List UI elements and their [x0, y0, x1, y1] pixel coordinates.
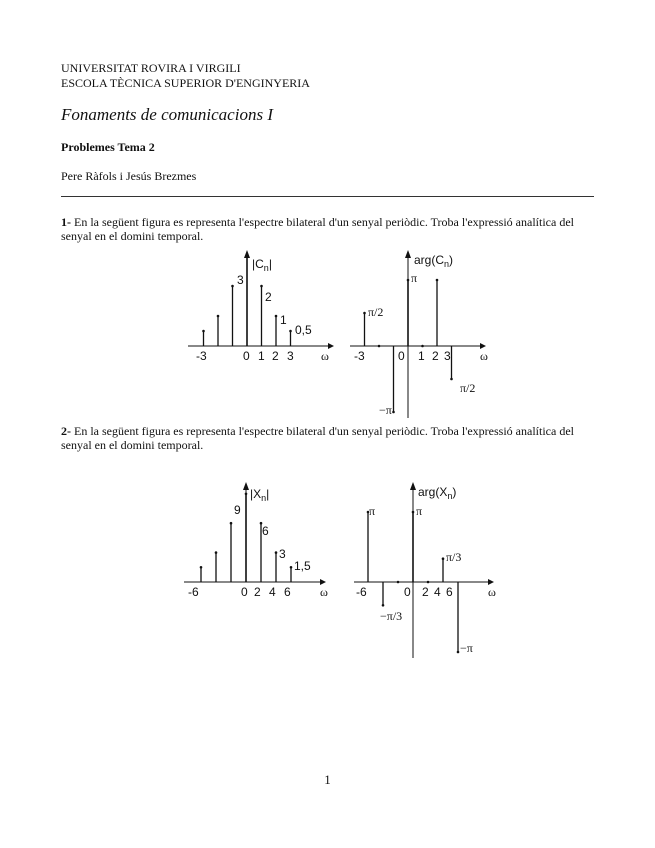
tick-label: 2 — [254, 585, 261, 599]
stem-marker — [217, 315, 220, 318]
tick-label: 0 — [398, 349, 405, 363]
tick-label: 1 — [258, 349, 265, 363]
data-label: π — [369, 504, 376, 518]
problem-text: En la següent figura es representa l'espectre bilateral d'un senyal periòdic. Troba l'expressió analítica del senyal en el domini temporal. — [61, 215, 574, 243]
stem-marker — [450, 378, 453, 381]
tick-label: -6 — [356, 585, 367, 599]
stem-marker — [290, 566, 293, 569]
data-label: 2 — [265, 290, 272, 304]
data-label: π — [411, 271, 418, 285]
stem-zero-dot — [397, 581, 400, 584]
stem-marker — [442, 557, 445, 560]
tick-label: 2 — [432, 349, 439, 363]
university-name: UNIVERSITAT ROVIRA I VIRGILI — [61, 61, 241, 75]
problem-2 — [61, 424, 601, 452]
problem-number: 1- — [61, 215, 71, 229]
tick-label: 0 — [243, 349, 250, 363]
data-label: −π — [460, 641, 473, 655]
data-label: 3 — [279, 547, 286, 561]
stem-marker — [260, 285, 263, 288]
tick-label: 4 — [269, 585, 276, 599]
data-label: 3 — [237, 273, 244, 287]
course-title: Fonaments de comunicacions I — [61, 105, 273, 124]
chart-magnitude-cn — [188, 250, 338, 370]
data-label: 6 — [262, 524, 269, 538]
stem-marker — [436, 279, 439, 282]
stem-marker — [275, 315, 278, 318]
stem-marker — [230, 522, 233, 525]
stem-marker — [392, 411, 395, 414]
data-label: −π/3 — [380, 609, 403, 623]
data-label: −π — [379, 403, 392, 417]
tick-label: 2 — [272, 349, 279, 363]
stem-marker — [457, 651, 460, 654]
data-label: 9 — [234, 503, 241, 517]
data-label: π/2 — [460, 381, 476, 395]
stem-marker — [289, 330, 292, 333]
tick-label: 0 — [241, 585, 248, 599]
data-label: 1,5 — [294, 559, 311, 573]
tick-label: 3 — [287, 349, 294, 363]
x-axis-label: ω — [480, 349, 488, 363]
tick-label: 2 — [422, 585, 429, 599]
tick-label: 6 — [446, 585, 453, 599]
divider — [61, 196, 594, 197]
stem-marker — [382, 604, 385, 607]
chart-title: $arg(X_n)$ — [418, 485, 457, 501]
problem-number: 2- — [61, 424, 71, 438]
page-number: 1 — [324, 772, 331, 787]
data-label: π/2 — [368, 305, 384, 319]
tick-label: 6 — [284, 585, 291, 599]
tick-label: -3 — [354, 349, 365, 363]
chart-title: $|X_n|$ — [250, 487, 270, 503]
stem-marker — [412, 511, 415, 514]
section-title: Problemes Tema 2 — [61, 140, 155, 154]
x-axis-label: ω — [488, 585, 496, 599]
chart-title: $arg(C_n)$ — [414, 253, 454, 269]
stem-marker — [363, 312, 366, 315]
stem-marker — [245, 493, 248, 496]
stem-zero-dot — [378, 345, 381, 348]
tick-label: 1 — [418, 349, 425, 363]
data-label: π — [416, 504, 423, 518]
chart-phase-cn — [350, 250, 500, 420]
stem-marker — [231, 285, 234, 288]
authors: Pere Ràfols i Jesús Brezmes — [61, 169, 197, 183]
stem-marker — [275, 551, 278, 554]
x-axis-label: ω — [320, 585, 328, 599]
y-axis-arrow — [405, 250, 411, 258]
stem-marker — [215, 551, 218, 554]
stem-marker — [202, 330, 205, 333]
tick-label: 4 — [434, 585, 441, 599]
stem-zero-dot — [427, 581, 430, 584]
data-label: 0,5 — [295, 323, 312, 337]
data-label: π/3 — [446, 550, 462, 564]
problem-text: En la següent figura es representa l'espectre bilateral d'un senyal periòdic. Troba l'expressió analítica del senyal en el domini temporal. — [61, 424, 574, 452]
school-name: ESCOLA TÈCNICA SUPERIOR D'ENGINYERIA — [61, 76, 310, 90]
chart-title: $|C_n|$ — [252, 257, 272, 273]
data-label: 1 — [280, 313, 287, 327]
y-axis-arrow — [243, 482, 249, 490]
x-axis-label: ω — [321, 349, 329, 363]
chart-phase-xn — [354, 482, 504, 662]
stem-zero-dot — [421, 345, 424, 348]
y-axis-arrow — [410, 482, 416, 490]
tick-label: -6 — [188, 585, 199, 599]
university-header — [61, 61, 310, 91]
chart-magnitude-xn — [184, 482, 334, 602]
tick-label: -3 — [196, 349, 207, 363]
stem-marker — [407, 279, 410, 282]
stem-marker — [200, 566, 203, 569]
tick-label: 3 — [444, 349, 451, 363]
tick-label: 0 — [404, 585, 411, 599]
problem-1 — [61, 215, 601, 243]
stem-marker — [246, 255, 249, 258]
